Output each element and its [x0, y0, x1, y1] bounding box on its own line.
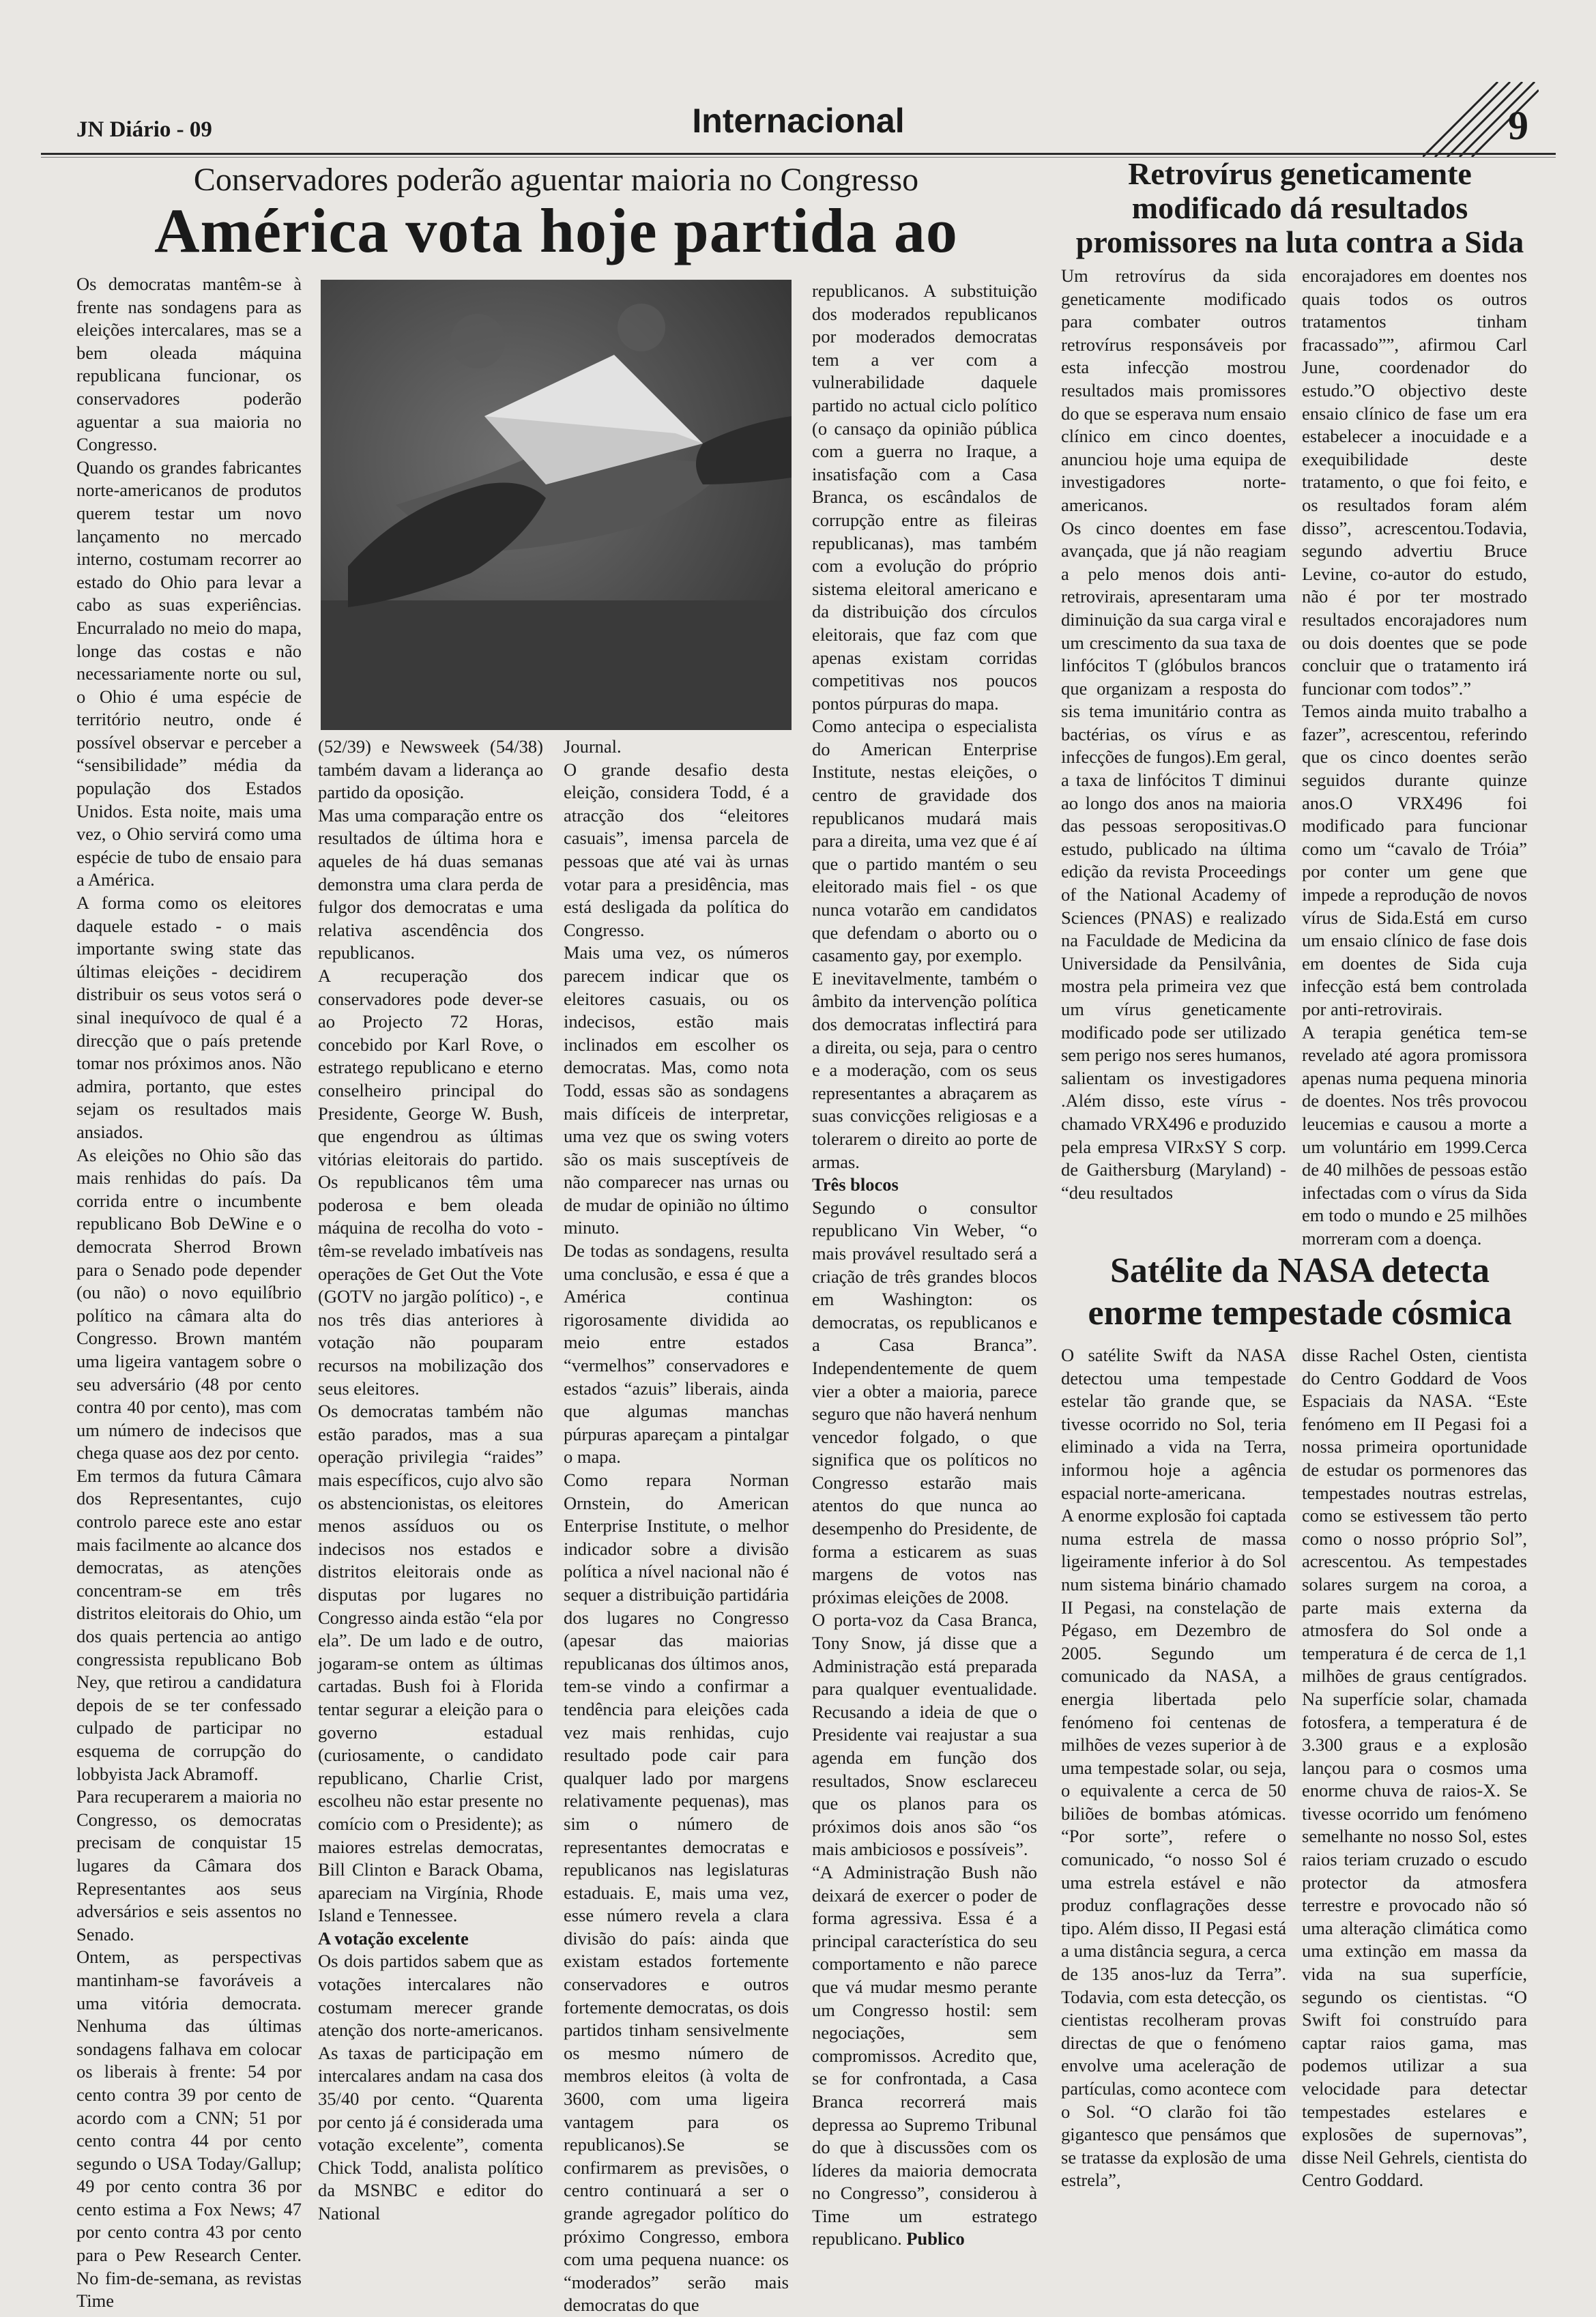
page-header-label: JN Diário - 09: [76, 117, 212, 142]
paragraph: A enorme explosão foi captada numa estrela de massa ligeiramente inferior à do Sol num sistema binário chamado II Pegasi, na constelação de Pégaso, em Dezembro de 2005. Segundo um comunicado da NASA, a energia libertada pelo fenómeno foi centenas de milhões de vezes superior à de uma tempestade solar, ou seja, o equivalente a cerca de 50 biliões de bombas atómicas. “Por sorte”, refere o comunicado, “o nosso Sol é uma estrela estável e não produz conflagrações desse tipo. Além disso, II Pegasi está a uma distância segura, a cerca de 135 anos-luz da Terra”. Todavia, com esta detecção, os cientistas recolheram provas directas de que o fenómeno envolve uma aceleração de partículas, como acontece com o Sol. “O clarão foi tão gigantesco que pensámos que se tratasse da explosão de uma estrela”,: [1061, 1505, 1286, 2191]
nasa-column-2: [1302, 1344, 1527, 2192]
paragraph: Os democratas também não estão parados, mas a sua operação privilegia “raides” mais específicos, cujo alvo são os abstencionistas, os eleitores menos assíduos ou os indecisos nos estados e distritos eleitorais onde as disputas por lugares no Congresso ainda estão “ela por ela”. De um lado e de outro, jogaram-se ontem as últimas cartadas. Bush foi à Florida tentar segurar a eleição para o governo estadual (curiosamente, o candidato republicano, Charlie Crist, escolheu não estar presente no comício com o Presidente); as maiores estrelas democratas, Bill Clinton e Barack Obama, apareciam na Virgínia, Rhode Island e Tennessee.: [318, 1401, 543, 1926]
paragraph: disse Rachel Osten, cientista do Centro Goddard de Voos Espaciais da NASA. “Este fenómeno em II Pegasi foi a nossa primeira oportunidade de estudar os pormenores das tempestades noutras estrelas, como se estivessem tão perto como o nosso próprio Sol”, acrescentou. As tempestades solares surgem na coroa, a parte mais externa da atmosfera do Sol onde a temperatura é de cerca de 1,1 milhões de graus centígrados. Na superfície solar, chamada fotosfera, a temperatura é de 3.300 graus e a explosão lançou para o cosmos uma enorme chuva de raios-X. Se tivesse ocorrido um fenómeno semelhante no nosso Sol, estes raios teriam cruzado o escudo protector da atmosfera terrestre e provocado não só uma alteração climática como uma extinção em massa da vida na sua superfície, segundo os cientistas. “O Swift foi construído para captar raios gama, mas podemos utilizar a sua velocidade para detectar tempestades estelares e explosões de supernovas”, disse Neil Gehrels, cientista do Centro Goddard.: [1302, 1345, 1527, 2191]
paragraph: A terapia genética tem-se revelado até agora promissora apenas numa pequena minoria de doentes. Nos três provocou leucemias e causou a morte a um voluntário em 1999.Cerca de 40 milhões de pessoas estão infectadas com o vírus da Sida em todo o mundo e 25 milhões morreram com a doença.: [1302, 1021, 1527, 1249]
paragraph: O porta-voz da Casa Branca, Tony Snow, já disse que a Administração está preparada para qualquer eventualidade. Recusando a ideia de que o Presidente vai reajustar a sua agenda em função dos resultados, Snow esclareceu que os planos para os próximos dois anos são “os mais ambiciosos e possíveis”.: [812, 1609, 1037, 1860]
article-headline: América vota hoje partida ao: [154, 196, 958, 265]
paragraph: Um retrovírus da sida geneticamente modificado para combater outros retrovírus responsáveis por esta infecção mostrou resultados mais promissores do que se esperava num ensaio clínico em cinco doentes, anunciou hoje uma equipa de investigadores norte-americanos.: [1061, 265, 1286, 515]
paragraph: A recuperação dos conservadores pode dever-se ao Projecto 72 Horas, concebido por Karl Rove, o estratego republicano e eterno conselheiro principal do Presidente, George W. Bush, que engendrou as últimas vitórias eleitorais do partido. Os republicanos têm uma poderosa e bem oleada máquina de recolha do voto - têm-se revelado imbatíveis nas operações de Get Out the Vote (GOTV no jargão político) -, e nos três dias anteriores à votação não pouparam recursos na mobilização dos seus eleitores.: [318, 965, 543, 1399]
subheading: A votação excelente: [318, 1927, 469, 1949]
paragraph: Os cinco doentes em fase avançada, que já não reagiam a pelo menos dois anti-retrovirais, apresentaram uma diminuição da sua carga viral e um crescimento da sua taxa de linfócitos T (glóbulos brancos que organizam a resposta do sis tema imunitário contra as bactérias, os vírus e as infecções de fungos).Em geral, a taxa de linfócitos T diminui ao longo dos anos na maioria das pessoas seropositivas.O estudo, publicado na última edição da revista Proceedings of the National Academy of Sciences (PNAS) e realizado na Faculdade de Medicina da Universidade da Pensilvânia, mostra pela primeira vez que um vírus geneticamente modificado pode ser utilizado sem perigo nos seres humanos, salientam os investigadores .Além disso, este vírus - chamado VRX496 e produzido pela empresa VIRxSY S corp. de Gaithersburg (Maryland) - “deu resultados: [1061, 517, 1286, 1203]
main-column-4: [812, 280, 1037, 2251]
header-rule: [41, 153, 1556, 155]
hands-ballot-photo-icon: [321, 280, 792, 730]
paragraph: republicanos. A substituição dos moderados republicanos por moderados democratas tem a ver com a vulnerabilidade daquele partido no actual ciclo político (o cansaço da opinião pública com a guerra no Iraque, a insatisfação com a Casa Branca, os escândalos de corrupção entre as fileiras republicanas), mas também com a evolução do próprio sistema eleitoral americano e da distribuição dos círculos eleitorais, que faz com que apenas existam corridas competitivas nos poucos pontos púrpuras do mapa.: [812, 280, 1037, 714]
retro-headline: Retrovírus geneticamente modificado dá resultados promissores na luta contra a Sida: [1075, 156, 1524, 259]
paragraph: Segundo o consultor republicano Vin Weber, “o mais provável resultado será a criação de três grandes blocos em Washington: os democratas, os republicanos e a Casa Branca”. Independentemente de quem vier a obter a maioria, parece seguro que não haverá nenhum vencedor folgado, o que significa que os políticos no Congresso estarão mais atentos do que nunca ao desempenho do Presidente, de forma a esticarem as suas margens de votos nas próximas eleições de 2008.: [812, 1197, 1037, 1607]
paragraph: [812, 1861, 1037, 2251]
retro-column-1: [1061, 265, 1286, 1204]
source-credit: Publico: [906, 2228, 965, 2249]
paragraph: Ontem, as perspectivas mantinham-se favoráveis a uma vitória democrata. Nenhuma das últimas sondagens falhava em colocar os liberais à frente: 54 por cento contra 39 por cento de acordo com a CNN; 51 por cento contra 44 por cento segundo o USA Today/Gallup; 49 por cento contra 36 por cento estima a Fox News; 47 por cento contra 43 por cento para o Pew Research Center. No fim-de-semana, as revistas Time: [76, 1947, 302, 2312]
paragraph: Mas uma comparação entre os resultados de última hora e aqueles de há duas semanas demonstra uma clara perda de fulgor dos democratas e uma relativa ascendência dos republicanos.: [318, 804, 543, 963]
paragraph: E inevitavelmente, também o âmbito da intervenção política dos democratas inflectirá para a direita, ou seja, para o centro e a moderação, com os seus representantes a abraçarem as suas convicções religiosas e a tolerarem o direito ao porte de armas.: [812, 967, 1037, 1172]
paragraph: Temos ainda muito trabalho a fazer”, acrescentou, referindo que os cinco doentes serão seguidos durante quinze anos.O VRX496 foi modificado para funcionar como um “cavalo de Tróia” por conter um gene que impede a reprodução de novos vírus de Sida.Está em curso um ensaio clínico de fase dois em doentes de Sida cuja infecção está bem controlada por anti-retrovirais.: [1302, 701, 1527, 1019]
paragraph: Em termos da futura Câmara dos Representantes, cujo controlo parece este ano estar mais facilmente ao alcance dos democratas, as atenções concentram-se em três distritos eleitorais do Ohio, um dos quais pertencia ao antigo congressista republicano Bob Ney, que retirou a candidatura depois de se ter confessado culpado de participar no esquema de corrupção do lobbyista Jack Abramoff.: [76, 1465, 302, 1784]
paragraph: De todas as sondagens, resulta uma conclusão, e essa é que a América continua rigorosamente dividida ao meio entre estados “vermelhos” conservadores e estados “azuis” liberais, ainda que algumas manchas púrpuras apareçam a pintalgar o mapa.: [564, 1240, 789, 1468]
main-column-1: [76, 273, 302, 2313]
paragraph: Os dois partidos sabem que as votações intercalares não costumam merecer grande atenção dos norte-americanos. As taxas de participação em intercalares andam na casa dos 35/40 por cento. “Quarenta por cento já é considerada uma votação excelente”, comenta Chick Todd, analista político da MSNBC e editor do National: [318, 1951, 543, 2224]
paragraph: encorajadores em doentes nos quais todos os outros tratamentos tinham fracassado””, afirmou Carl June, coordenador do estudo.”O objectivo deste ensaio clínico de fase um era estabelecer a inocuidade e a exequibilidade deste tratamento, o que foi feito, e os resultados foram além disso”, acrescentou.Todavia, segundo advertiu Bruce Levine, co-autor do estudo, não é por ter mostrado resultados encorajadores num ou dois doentes que se pode concluir que o tratamento irá funcionar com todos”.”: [1302, 265, 1527, 699]
paragraph: Os democratas mantêm-se à frente nas sondagens para as eleições intercalares, mas se a bem oleada máquina republicana funcionar, os conservadores poderão aguentar a sua maioria no Congresso.: [76, 274, 302, 455]
paragraph: Journal.: [564, 736, 622, 757]
nasa-column-1: [1061, 1344, 1286, 2192]
section-title: Internacional: [692, 102, 905, 140]
article-subtitle: Conservadores poderão aguentar maioria no Congresso: [193, 162, 919, 198]
paragraph-text: “A Administração Bush não deixará de exercer o poder de forma agressiva. Essa é a principal característica do seu comportamento e não parece que vá mudar mesmo perante um Congresso hostil: sem negociações, sem compromissos. Acredito que, se for confrontada, a Casa Branca recorrerá mais depressa ao Supremo Tribunal do que à discussões com os líderes da maioria democrata no Congresso”, considerou à Time um estratego republicano.: [812, 1861, 1037, 2249]
nasa-headline: Satélite da NASA detecta enorme tempestade cósmica: [1088, 1251, 1512, 1332]
article-photo: [321, 280, 792, 730]
paragraph: As eleições no Ohio são das mais renhidas do país. Da corrida entre o incumbente republicano Bob DeWine e o democrata Sherrod Brown para o Senado pode depender (ou não) o novo equilíbrio político na câmara alta do Congresso. Brown mantém uma ligeira vantagem sobre o seu adversário (48 por cento contra 40 por cento), mas com um número de indecisos que chega quase aos dez por cento.: [76, 1144, 302, 1463]
paragraph: O satélite Swift da NASA detectou uma tempestade estelar tão grande que, se tivesse ocorrido no Sol, teria eliminado a vida na Terra, informou hoje a agência espacial norte-americana.: [1061, 1345, 1286, 1503]
subheading: Três blocos: [812, 1174, 899, 1195]
paragraph: O grande desafio desta eleição, considera Todd, é a atracção dos “eleitores casuais”, imensa parcela de pessoas que até vai às urnas votar para a presidência, mas está desligada da política do Congresso.: [564, 759, 789, 940]
main-column-3: [564, 735, 789, 2317]
main-column-2: [318, 735, 543, 2226]
paragraph: Como antecipa o especialista do American Enterprise Institute, nestas eleições, o centro de gravidade dos republicanos mudará mais para a direita, uma vez que é aí que o partido mantém o seu eleitorado mais fiel - os que nunca votarão em candidatos que defendam o aborto ou o casamento gay, por exemplo.: [812, 716, 1037, 966]
paragraph: Como repara Norman Ornstein, do American Enterprise Institute, o melhor indicador sobre a divisão política a nível nacional não é sequer a distribuição partidária dos lugares no Congresso (apesar das maiorias republicanas dos últimos anos, tem-se vindo a confirmar a tendência para eleições cada vez mais renhidas, cujo resultado pode cair para qualquer lado por margens relativamente pequenas), mas sim o número de representantes democratas e republicanos nas legislaturas estaduais. E, mais uma vez, esse número revela a clara divisão do país: ainda que existam estados fortemente conservadores e outros fortemente democratas, os dois partidos tinham sensivelmente os mesmo número de membros eleitos (à volta de 3600, com uma ligeira vantagem para os republicanos).Se se confirmarem as previsões, o centro continuará a ser o grande agregador político do próximo Congresso, embora com uma pequena nuance: os “moderados” serão mais democratas do que: [564, 1470, 789, 2316]
page-number: 9: [1508, 103, 1528, 148]
retro-column-2: [1302, 265, 1527, 1251]
paragraph: Quando os grandes fabricantes norte-americanos de produtos querem testar um novo lançamento no mercado interno, costumam recorrer ao estado do Ohio para levar a cabo as suas experiências. Encurralado no meio do mapa, longe das costas e não necessariamente norte ou sul, o Ohio é uma espécie de território neutro, onde é possível observar e perceber a “sensibilidade” média da população dos Estados Unidos. Esta noite, mais uma vez, o Ohio servirá como uma espécie de tubo de ensaio para a América.: [76, 456, 302, 890]
paragraph: A forma como os eleitores daquele estado - o mais importante swing state das últimas eleições - decidirem distribuir os seus votos será o sinal inequívoco de qual é a direcção que o país pretende tomar nos próximos anos. Não admira, portanto, que estes sejam os resultados mais ansiados.: [76, 892, 302, 1142]
paragraph: (52/39) e Newsweek (54/38) também davam a liderança ao partido da oposição.: [318, 736, 543, 803]
paragraph: Para recuperarem a maioria no Congresso, os democratas precisam de conquistar 15 lugares da Câmara dos Representantes aos seus adversários e seis assentos no Senado.: [76, 1786, 302, 1944]
paragraph: Mais uma vez, os números parecem indicar que os eleitores casuais, ou os indecisos, estão mais inclinados em escolher os democratas. Mas, como nota Todd, essas são as sondagens mais difíceis de interpretar, uma vez que os swing voters são os mais susceptíveis de não comparecer nas urnas ou de mudar de opinião no último minuto.: [564, 942, 789, 1238]
